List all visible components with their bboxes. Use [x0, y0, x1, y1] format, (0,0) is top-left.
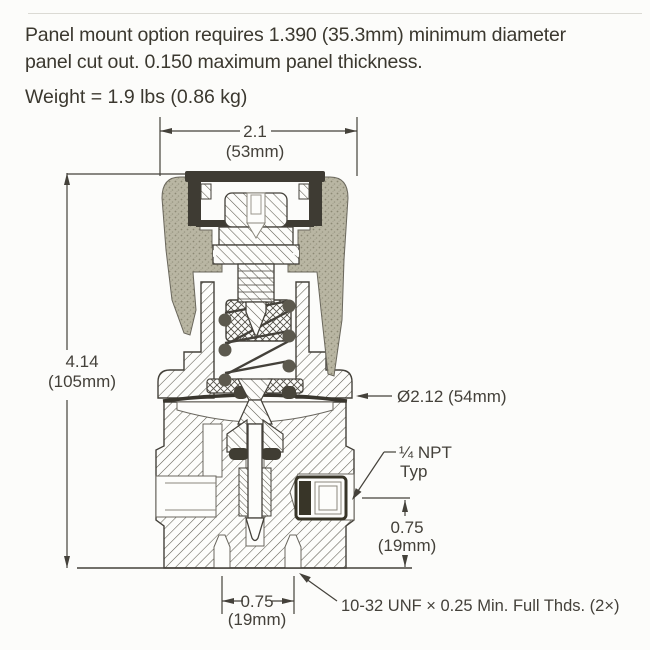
mounting-hole-right — [285, 535, 301, 568]
screw-flange — [213, 245, 299, 264]
thread-note-label: 10-32 UNF × 0.25 Min. Full Thds. (2×) — [341, 597, 620, 615]
insert-dark-band — [299, 481, 311, 515]
screw-slot — [247, 193, 265, 223]
dim-top-value: 2.1 — [243, 122, 267, 141]
poppet-spring-left — [239, 468, 248, 516]
poppet-stem — [248, 424, 262, 518]
seat-oring-right — [261, 448, 281, 460]
diameter-label: Ø2.12 (54mm) — [397, 387, 507, 406]
panel-mount-note-line1: Panel mount option requires 1.390 (35.3mm) minimum diameter — [25, 24, 566, 46]
left-channel — [203, 424, 222, 477]
cap-seal-left — [201, 184, 211, 199]
dim-right-metric: (19mm) — [377, 536, 437, 555]
weight-note: Weight = 1.9 lbs (0.86 kg) — [25, 86, 248, 108]
dim-top-metric: (53mm) — [225, 142, 285, 161]
dim-holes-value: 0.75 — [240, 592, 274, 611]
panel-mount-note-line2: panel cut out. 0.150 maximum panel thickness. — [25, 51, 423, 73]
mounting-hole-left — [214, 535, 230, 568]
npt-label-line2: Typ — [400, 462, 428, 481]
poppet-spring-right — [262, 468, 271, 516]
npt-label-line1: ¼ NPT — [399, 443, 452, 462]
seat-oring-left — [229, 448, 249, 460]
spring-coil-line — [225, 341, 289, 375]
cap-top-bar — [185, 171, 325, 182]
dim-left-value: 4.14 — [65, 352, 99, 371]
oring-right — [282, 386, 296, 399]
dim-right-value: 0.75 — [390, 518, 424, 537]
dim-left-metric: (105mm) — [47, 372, 117, 391]
spring-coil-line — [225, 361, 289, 373]
inlet-port-left — [156, 476, 216, 517]
cap-leg-right — [309, 182, 322, 226]
port-insert — [296, 477, 346, 519]
cap-leg-left — [188, 182, 201, 226]
dim-holes-metric: (19mm) — [227, 610, 287, 629]
screw-thread-section — [238, 264, 274, 302]
cap-seal-right — [299, 184, 309, 199]
